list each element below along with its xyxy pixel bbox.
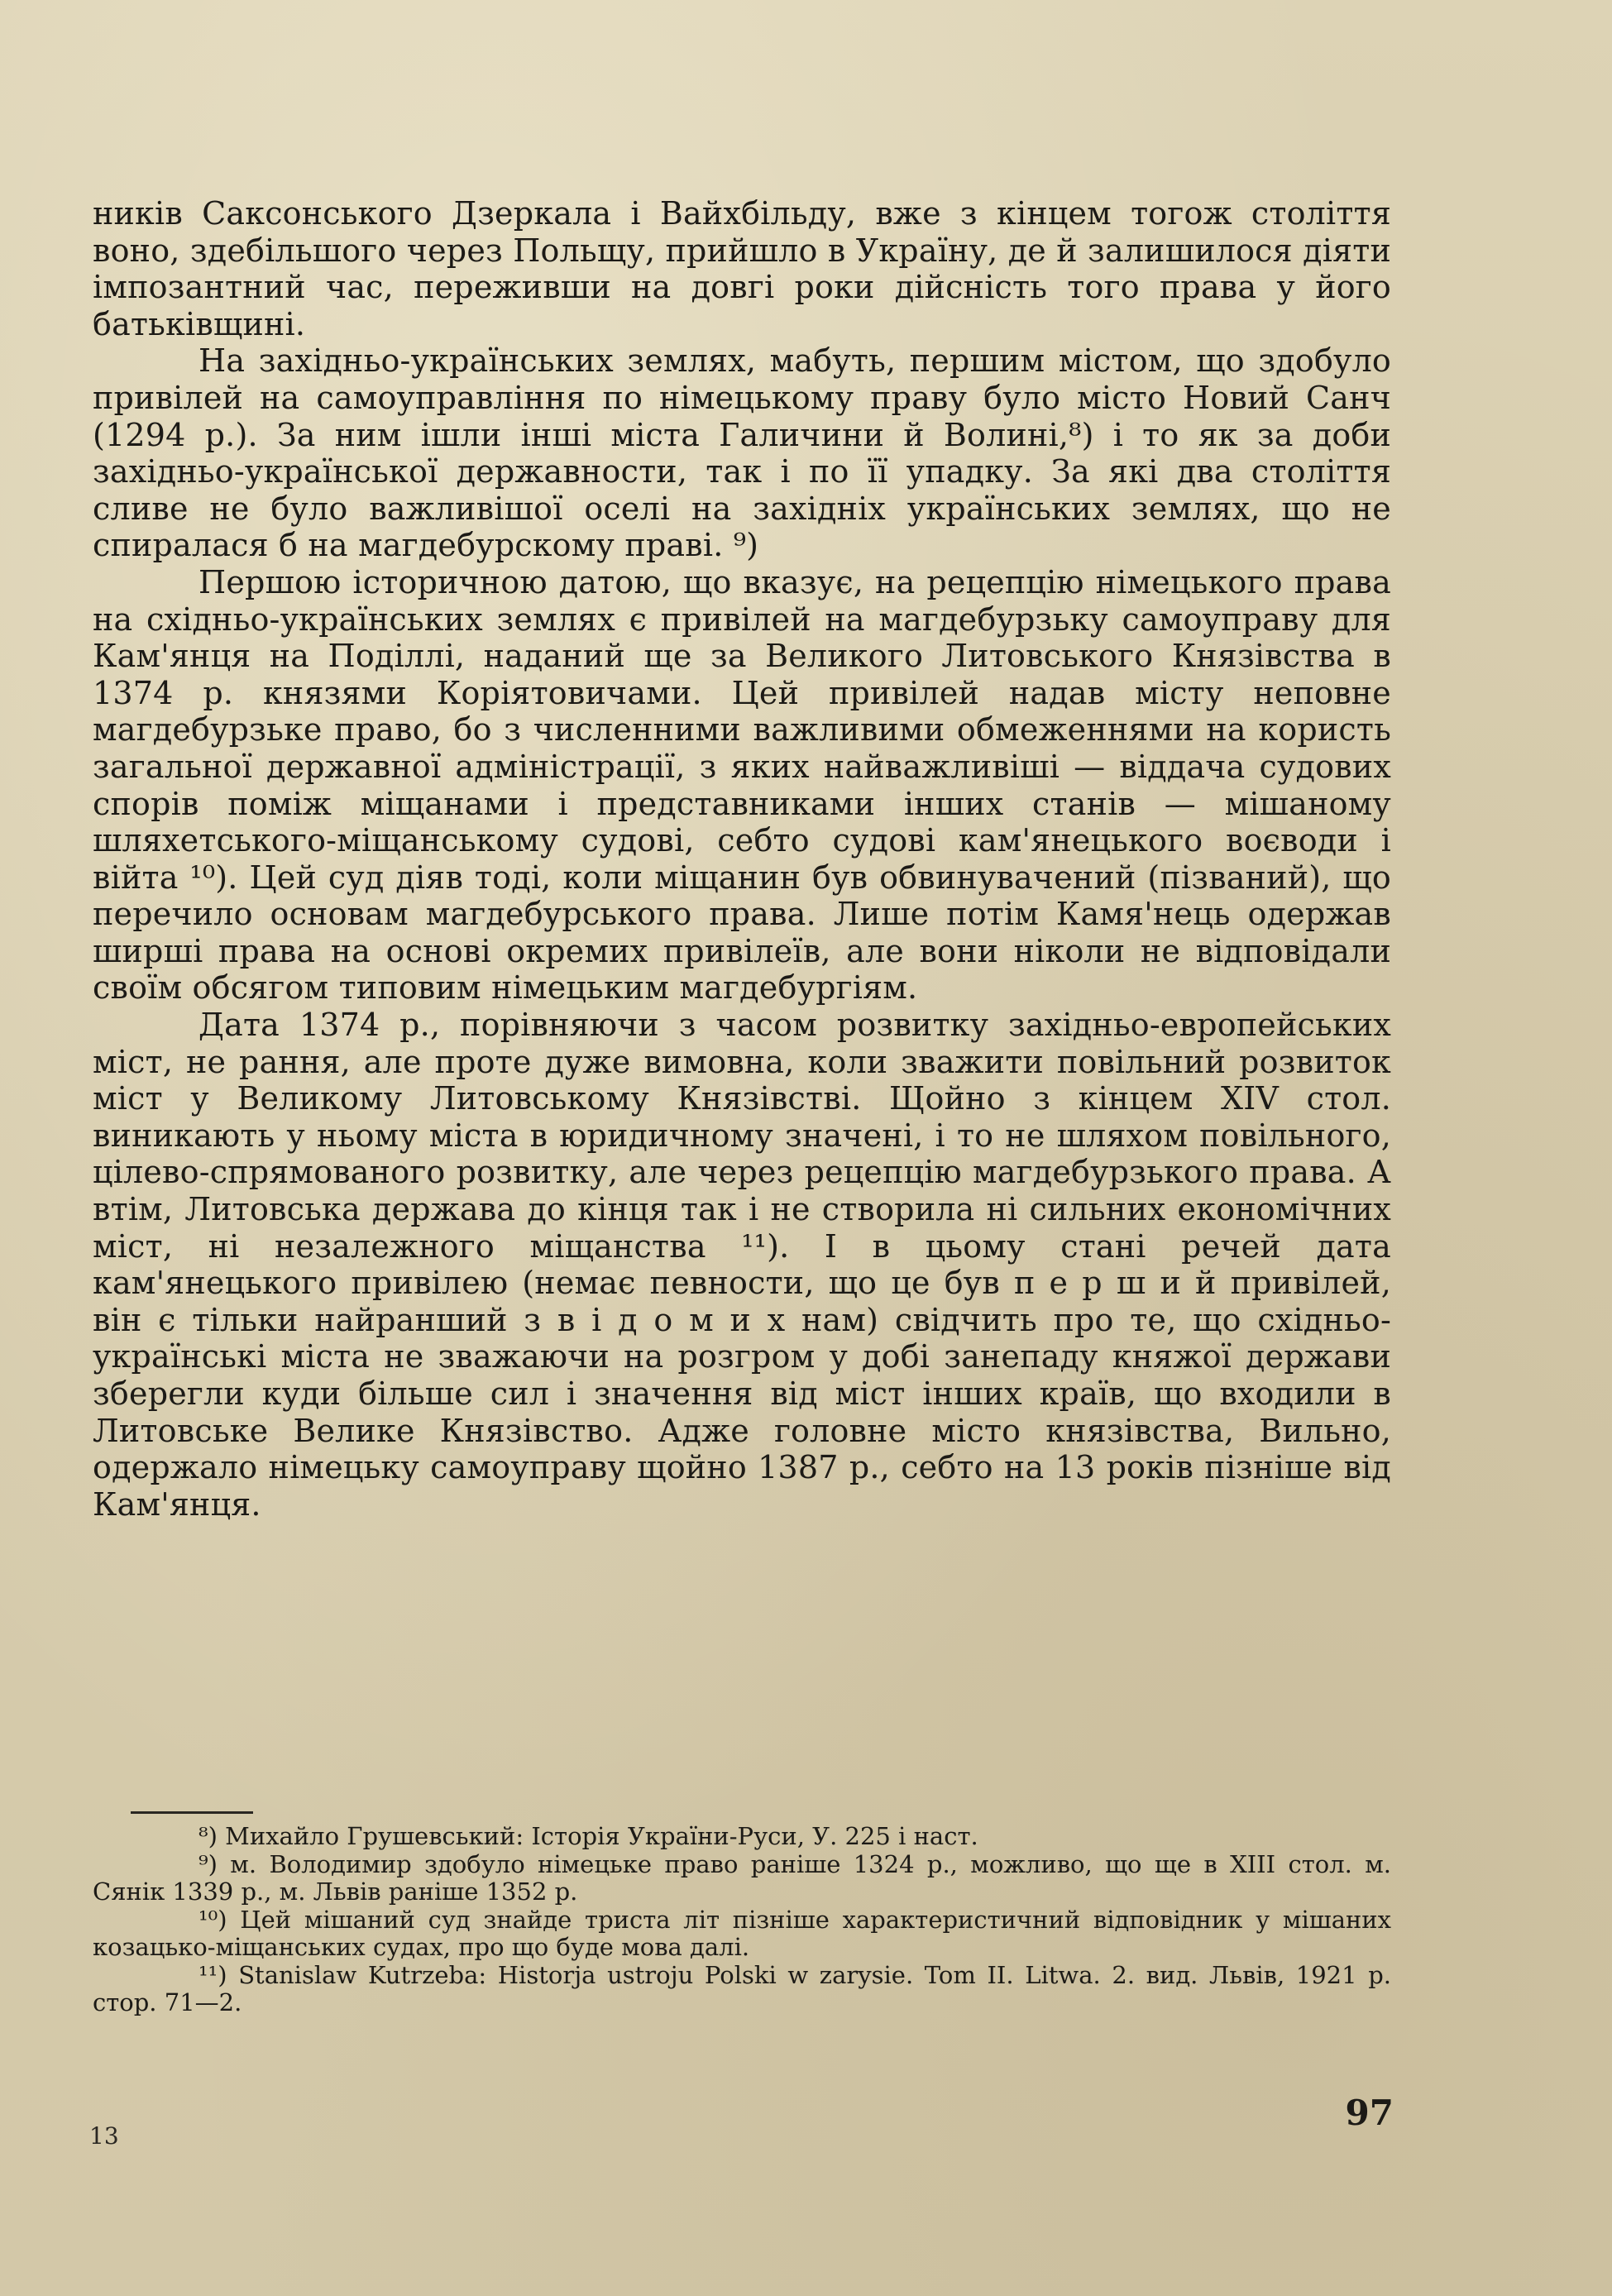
footnote: ¹⁰) Цей мішаний суд знайде триста літ пізніше характеристичний відповідник у мішаних козацько-міщанських судах, про що буде мова далі. — [93, 1905, 1391, 1961]
footnote: ⁹) м. Володимир здобуло німецьке право раніше 1324 р., можливо, що ще в XIII стол. м. Сянік 1339 р., м. Львів раніше 1352 р. — [93, 1849, 1391, 1906]
body-text — [93, 195, 1391, 1523]
signature-mark: 13 — [89, 2122, 119, 2150]
footnote-divider — [131, 1811, 253, 1814]
paragraph: Першою історичною датою, що вказує, на рецепцію німецького права на східньо-українських землях є привілей на магдебурзьку самоуправу для Кам'янця на Поділлі, наданий ще за Великого Литовського Князівства в 1374 р. князями Коріятовичами. Цей привілей надав місту неповне магдебурзьке право, бо з численними важливими обмеженнями на користь загальної державної адміністрації, з яких найважливіші — віддача судових спорів поміж міщанами і представниками інших станів — мішаному шляхетського-міщанському судові, себто судові кам'янецького воєводи і війта ¹⁰). Цей суд діяв тоді, коли міщанин був обвинувачений (пізваний), що перечило основам магдебурського права. Лише потім Камя'нець одержав ширші права на основі окремих привілеїв, але вони ніколи не відповідали своїм обсягом типовим німецьким магдебургіям. — [93, 563, 1391, 1007]
footnote: ⁸) Михайло Грушевський: Історія України-Руси, У. 225 і наст. — [199, 1822, 978, 1850]
page-number: 97 — [1345, 2093, 1394, 2133]
paragraph: На західньо-українських землях, мабуть, першим містом, що здобуло привілей на самоуправління по німецькому праву було місто Новий Санч (1294 р.). За ним ішли інші міста Галичини й Волині,⁸) і то як за доби західньо-української державности, так і по її упадку. За які два століття сливе не було важливішої оселі на західніх українських землях, що не спиралася б на магдебурскому праві. ⁹) — [93, 342, 1391, 564]
footnote: ¹¹) Stanislaw Kutrzeba: Historja ustroju Polski w zarysie. Tom II. Litwa. 2. вид. Львів, 1921 р. стор. 71—2. — [93, 1960, 1391, 2016]
footnotes — [93, 1823, 1391, 2017]
paragraph: ників Саксонського Дзеркала і Вайхбільду, вже з кінцем тогож століття воно, здебільшого через Польщу, прийшло в Україну, де й залишилося діяти імпозантний час, переживши на довгі роки дійсність того права у його батьківщині. — [93, 195, 1391, 342]
paragraph: Дата 1374 р., порівняючи з часом розвитку західньо-европейських міст, не рання, але проте дуже вимовна, коли зважити повільний розвиток міст у Великому Литовському Князівстві. Щойно з кінцем XIV стол. виникають у ньому міста в юридичному значені, і то не шляхом повільного, цілево-спрямованого розвитку, але через рецепцію магдебурзького права. А втім, Литовська держава до кінця так і не створила ні сильних економічних міст, ні незалежного міщанства ¹¹). І в цьому стані речей дата кам'янецького привілею (немає певности, що це був п е р ш и й привілей, він є тільки найранший з в і д о м и х нам) свідчить про те, що східньо-українські міста не зважаючи на розгром у добі занепаду княжої держави зберегли куди більше сил і значення від міст інших країв, що входили в Литовське Велике Князівство. Адже головне місто князівства, Вильно, одержало німецьку самоуправу щойно 1387 р., себто на 13 років пізніше від Кам'янця. — [93, 1007, 1391, 1523]
